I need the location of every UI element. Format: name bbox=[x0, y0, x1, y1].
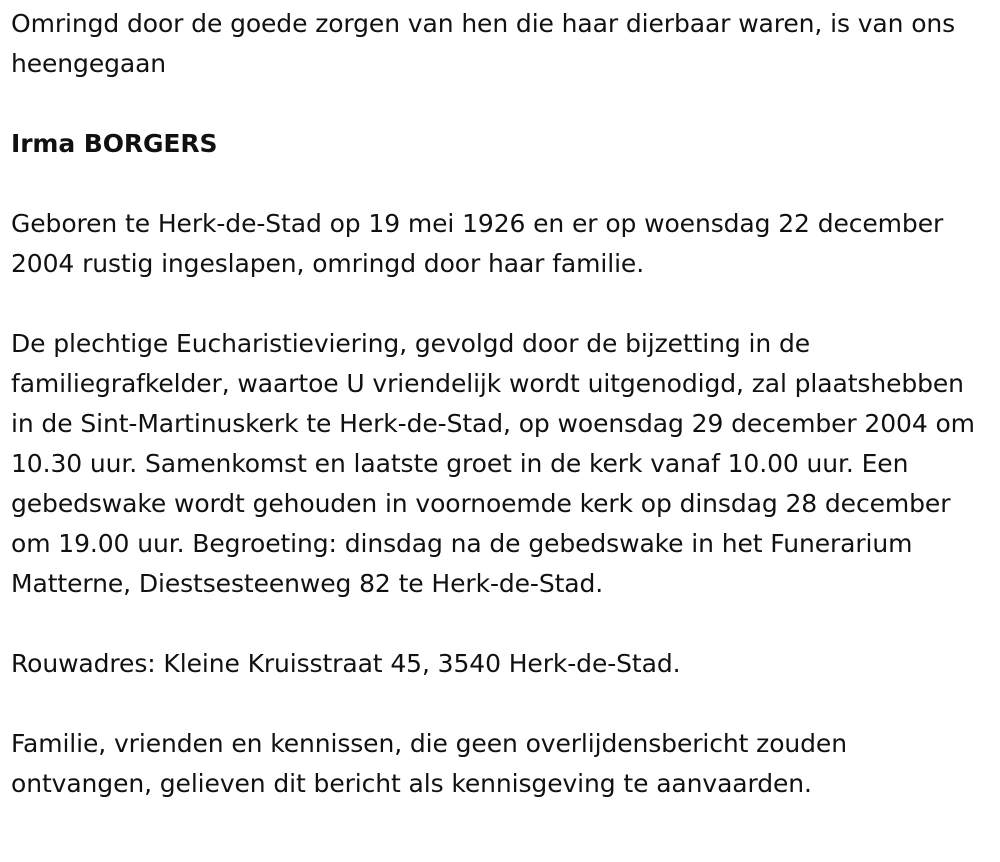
ceremony-paragraph: De plechtige Eucharistieviering, gevolgd door de bijzetting in de familiegrafkelder, waartoe U vriendelijk wordt uitgenodigd, zal plaatshebben in de Sint-Martinuskerk te Herk-de-Stad, op woensdag 29 december 2004 om 10.30 uur. Samenkomst en laatste groet in de kerk vanaf 10.00 uur. Een gebedswake wordt gehouden in voornoemde kerk op dinsdag 28 december om 19.00 uur. Begroeting: dinsdag na de gebedswake in het Funerarium Matterne, Diestsesteenweg 82 te Herk-de-Stad. bbox=[11, 329, 975, 598]
deceased-name: Irma BORGERS bbox=[11, 129, 218, 158]
birth-death-paragraph: Geboren te Herk-de-Stad op 19 mei 1926 en er op woensdag 22 december 2004 rustig ingeslapen, omringd door haar familie. bbox=[11, 209, 944, 278]
mourning-address: Rouwadres: Kleine Kruisstraat 45, 3540 Herk-de-Stad. bbox=[11, 649, 681, 678]
closing-paragraph: Familie, vrienden en kennissen, die geen overlijdensbericht zouden ontvangen, gelieven dit bericht als kennisgeving te aanvaarden. bbox=[11, 729, 847, 798]
intro-paragraph: Omringd door de goede zorgen van hen die haar dierbaar waren, is van ons heengegaan bbox=[11, 9, 956, 78]
